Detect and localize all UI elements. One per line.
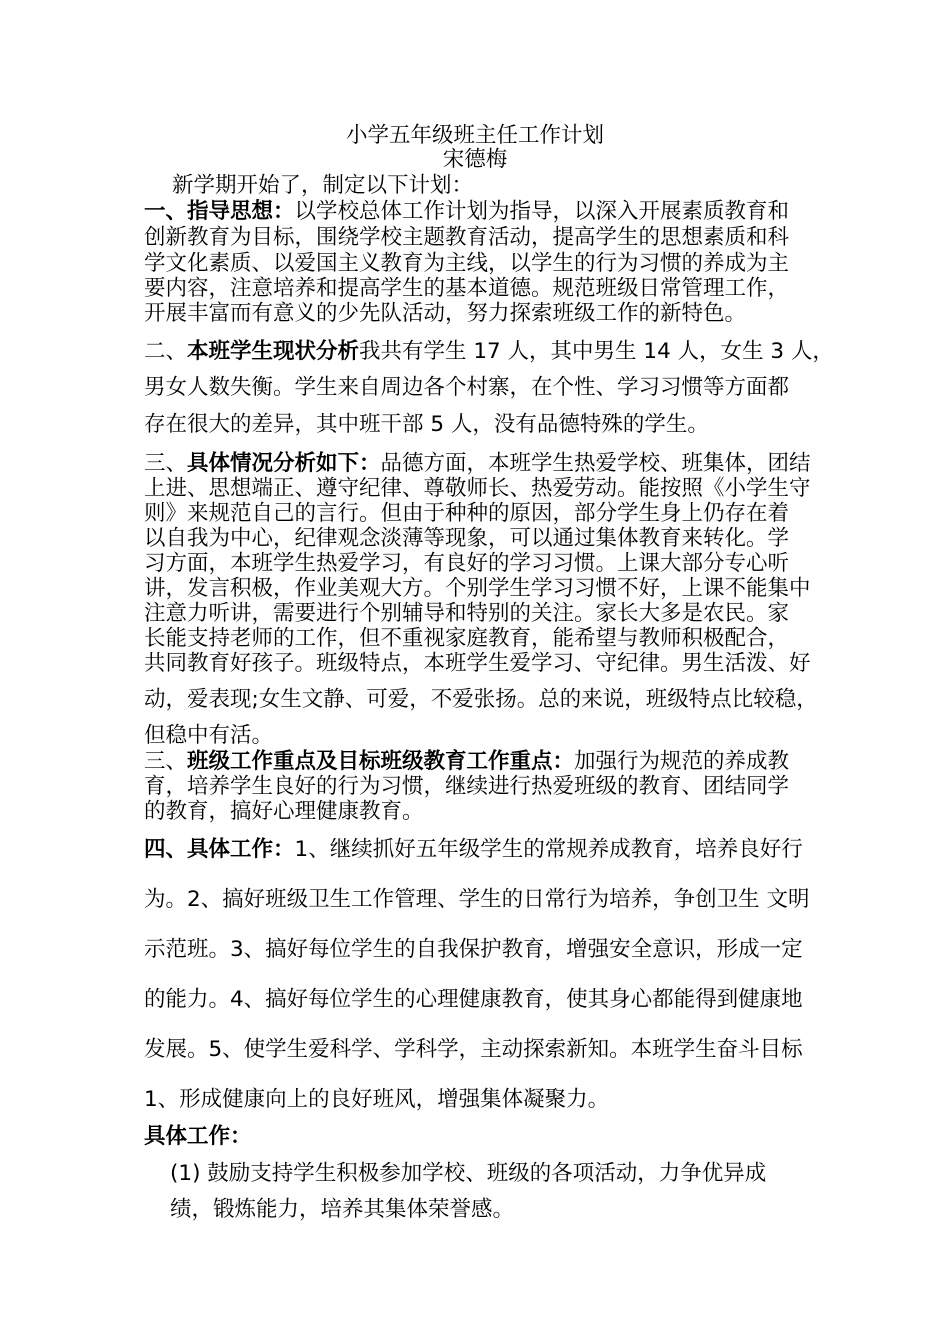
document-author: 宋德梅 [442,147,508,172]
section5-line-4: 的能力。4、搞好每位学生的心理健康教育，使其身心都能得到健康地 [144,987,803,1012]
section3-line-7: 注意力听讲，需要进行个别辅导和特别的关注。家长大多是农民。家 [144,601,790,626]
section1-line-3: 学文化素质、以爱国主义教育为主线，以学生的行为习惯的养成为主 [144,251,790,276]
section3-line-4: 以自我为中心，纪律观念淡薄等现象，可以通过集体教育来转化。学 [144,526,790,551]
section4-line-1: 三、班级工作重点及目标班级教育工作重点：加强行为规范的养成教 [144,749,790,774]
intro-paragraph: 新学期开始了，制定以下计划： [172,173,474,198]
section3-line-8: 长能支持老师的工作，但不重视家庭教育，能希望与教师积极配合， [144,626,790,651]
section3-line-5: 习方面，本班学生热爱学习，有良好的学习习惯。上课大部分专心听 [144,551,790,576]
section1-heading: 一、指导思想： [144,199,295,224]
section2-heading: 本班学生现状分析 [187,339,360,364]
section4-line-3: 的教育，搞好心理健康教育。 [144,799,424,824]
section6-heading: 具体工作： [144,1124,252,1149]
section1-line-4: 要内容，注意培养和提高学生的基本道德。规范班级日常管理工作， [144,276,790,301]
section3-line-2: 上进、思想端正、遵守纪律、尊敬师长、热爱劳动。能按照《小学生守 [144,476,811,501]
section2-line-1: 二、本班学生现状分析我共有学生 17 人，其中男生 14 人，女生 3 人， [144,339,834,364]
section3-line-10: 动，爱表现;女生文静、可爱，不爱张扬。总的来说，班级特点比较稳， [144,687,818,712]
section2-line-3: 存在很大的差异，其中班干部 5 人，没有品德特殊的学生。 [144,412,709,437]
section5-line-5: 发展。5、使学生爱科学、学科学，主动探索新知。本班学生奋斗目标 [144,1037,803,1062]
section1-line-2: 创新教育为目标，围绕学校主题教育活动，提高学生的思想素质和科 [144,225,790,250]
section3-line-1: 三、具体情况分析如下：品德方面，本班学生热爱学校、班集体，团结 [144,451,811,476]
section5-line-6: 1、形成健康向上的良好班风，增强集体凝聚力。 [144,1087,610,1112]
section3-line-9: 共同教育好孩子。班级特点，本班学生爱学习、守纪律。男生活泼、好 [144,651,811,676]
section1-line-1: 一、指导思想：以学校总体工作计划为指导，以深入开展素质教育和 [144,199,790,224]
section4-heading: 班级工作重点及目标班级教育工作重点： [187,749,575,774]
section3-line-3: 则》来规范自己的言行。但由于种种的原因，部分学生身上仍存在着 [144,501,790,526]
section4-line-2: 育，培养学生良好的行为习惯，继续进行热爱班级的教育、团结同学 [144,774,790,799]
section5-line-1: 四、具体工作：1、继续抓好五年级学生的常规养成教育，培养良好行 [144,837,803,862]
section5-line-2: 为。2、搞好班级卫生工作管理、学生的日常行为培养，争创卫生 文明 [144,887,810,912]
section6-line-2: 绩，锻炼能力，培养其集体荣誉感。 [170,1197,515,1222]
section3-line-11: 但稳中有活。 [144,723,274,748]
section2-line-2: 男女人数失衡。学生来自周边各个村寨，在个性、学习习惯等方面都 [144,375,790,400]
document-title: 小学五年级班主任工作计划 [345,123,604,148]
section5-heading: 四、具体工作： [144,837,295,862]
section3-heading: 具体情况分析如下： [187,451,381,476]
section6-line-1: (1) 鼓励支持学生积极参加学校、班级的各项活动，力争优异成 [170,1161,767,1186]
section1-line-5: 开展丰富而有意义的少先队活动，努力探索班级工作的新特色。 [144,301,747,326]
section5-line-3: 示范班。3、搞好每位学生的自我保护教育，增强安全意识，形成一定 [144,937,803,962]
section3-line-6: 讲，发言积极，作业美观大方。个别学生学习习惯不好，上课不能集中 [144,576,811,601]
